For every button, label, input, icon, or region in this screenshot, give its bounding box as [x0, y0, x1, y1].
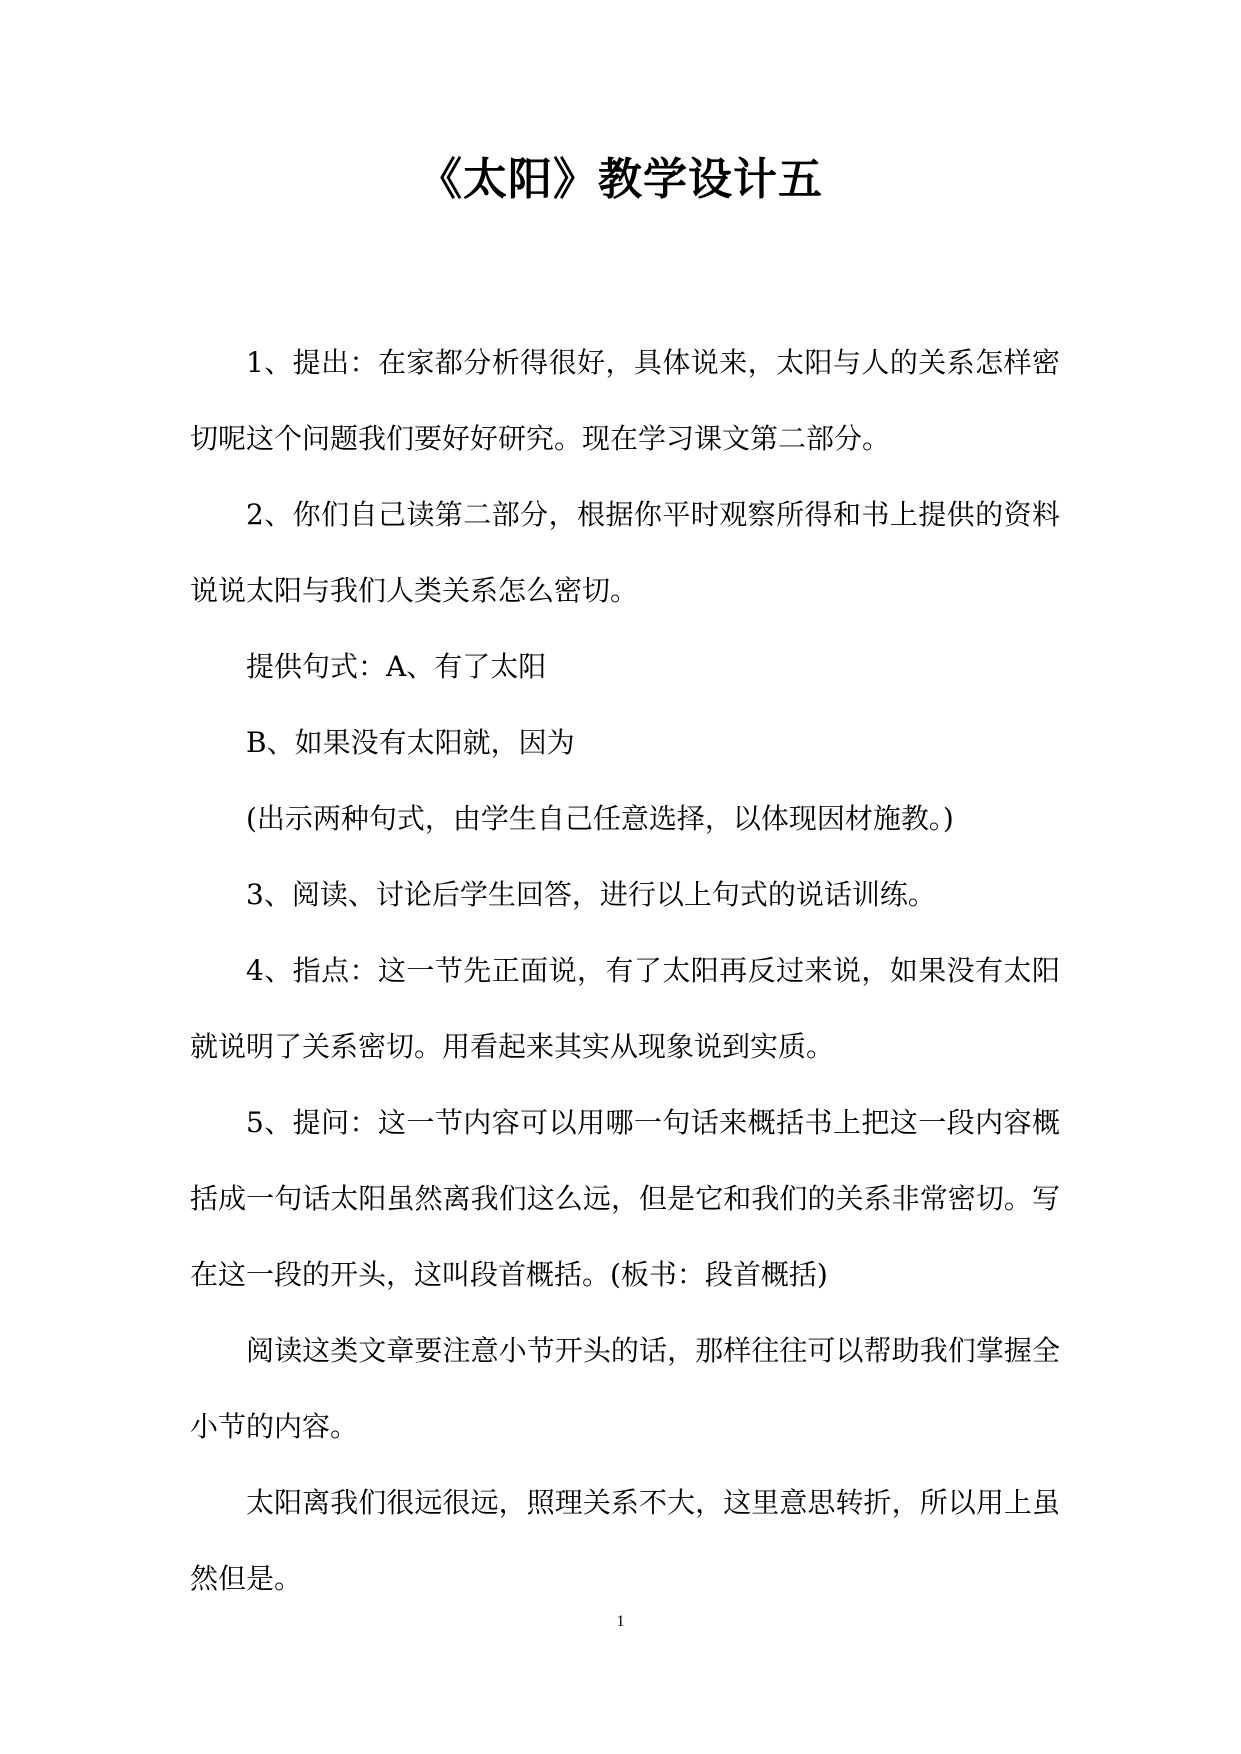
paragraph-2: 2、你们自己读第二部分，根据你平时观察所得和书上提供的资料说说太阳与我们人类关系怎么密切。 [190, 498, 1060, 607]
paragraph-9: 阅读这类文章要注意小节开头的话，那样往往可以帮助我们掌握全小节的内容。 [190, 1334, 1060, 1443]
paragraph-4: B、如果没有太阳就，因为 [246, 726, 575, 759]
page-number: 1 [616, 1613, 625, 1630]
paragraph-8: 5、提问：这一节内容可以用哪一句话来概括书上把这一段内容概括成一句话太阳虽然离我们这么远，但是它和我们的关系非常密切。写在这一段的开头，这叫段首概括。(板书：段首概括) [190, 1106, 1060, 1291]
paragraph-6: 3、阅读、讨论后学生回答，进行以上句式的说话训练。 [246, 878, 936, 911]
paragraph-10: 太阳离我们很远很远，照理关系不大，这里意思转折，所以用上虽然但是。 [190, 1486, 1060, 1595]
paragraph-1: 1、提出：在家都分析得很好，具体说来，太阳与人的关系怎样密切呢这个问题我们要好好研究。现在学习课文第二部分。 [190, 346, 1060, 455]
paragraph-7: 4、指点：这一节先正面说，有了太阳再反过来说，如果没有太阳就说明了关系密切。用看起来其实从现象说到实质。 [190, 954, 1060, 1063]
document-body [190, 325, 1060, 1617]
document-title: 《太阳》教学设计五 [418, 154, 823, 205]
paragraph-3: 提供句式：A、有了太阳 [246, 650, 547, 683]
paragraph-5: (出示两种句式，由学生自己任意选择，以体现因材施教。) [246, 802, 954, 835]
